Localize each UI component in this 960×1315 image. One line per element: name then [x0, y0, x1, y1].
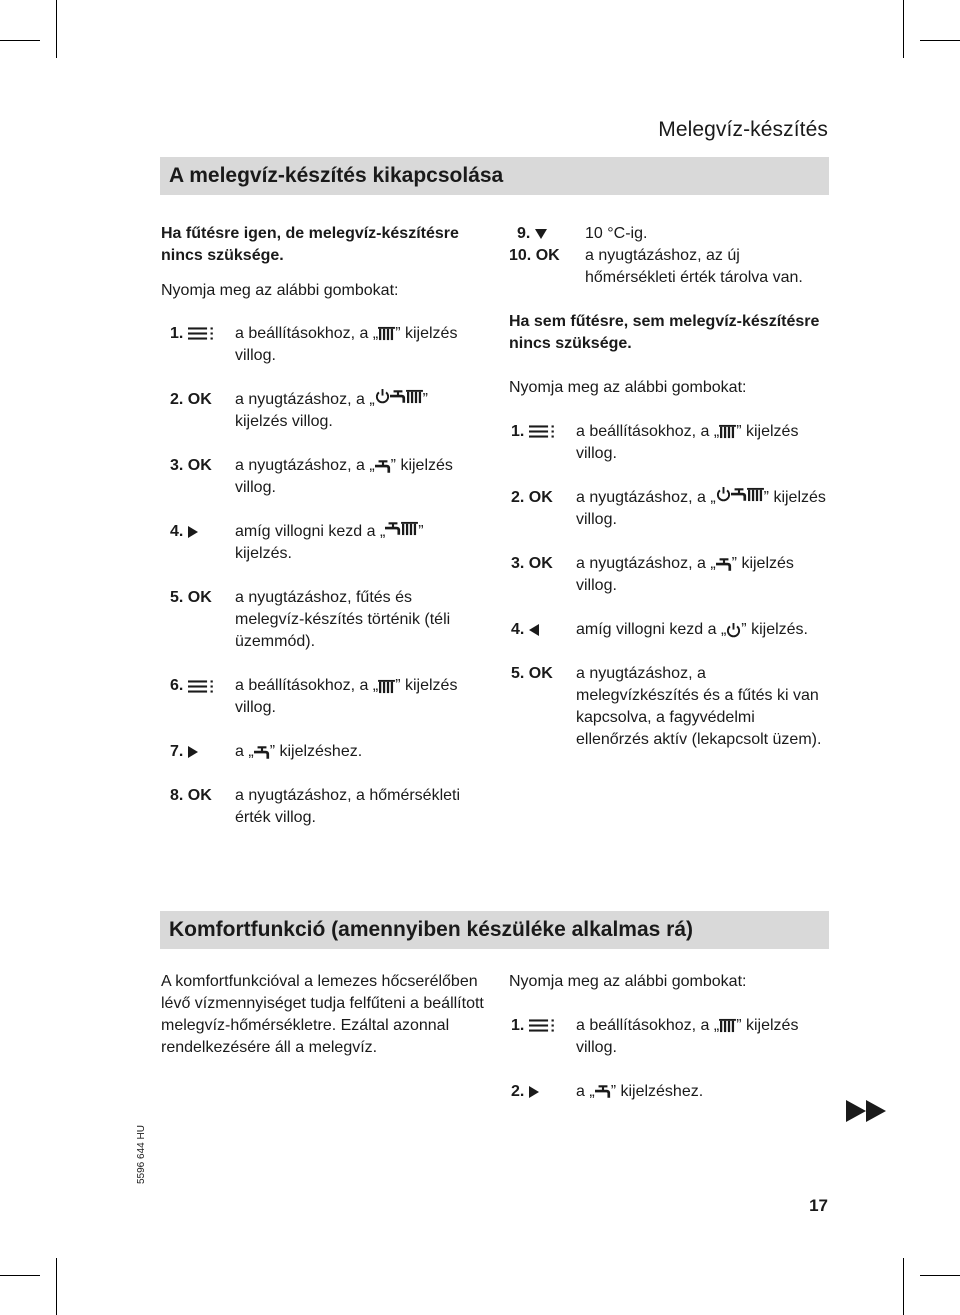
comfort-description: A komfortfunkcióval a lemezes hőcserélőben lévő vízmennyiséget tudja felfűteni a beállított melegvíz-hőmérsékletre. Ezáltal azonnal rendelkezésére áll a melegvíz. — [161, 973, 484, 1056]
radiator-icon — [719, 424, 736, 439]
step: 3. OK a nyugtázáshoz, a „ ” kijelzés villog. — [511, 555, 794, 595]
step: 5. OK a nyugtázáshoz, fűtés és melegvíz-készítés történik (téli üzemmód). — [170, 589, 451, 651]
radiator-icon — [378, 679, 395, 694]
section2-right-column — [509, 971, 831, 1103]
press-instruction: Nyomja meg az alábbi gombokat: — [161, 282, 399, 299]
step: 1. a beállításokhoz, a „ ” kijelzés villog. — [511, 1017, 799, 1056]
tap-icon — [254, 745, 270, 760]
arrow-right-icon — [188, 746, 198, 758]
press-instruction: Nyomja meg az alábbi gombokat: — [509, 379, 747, 396]
step: 5. OK a nyugtázáshoz, a melegvízkészítés és a fűtés ki van kapcsolva, a fagyvédelmi ellenőrzés aktív (lekapcsolt üzem). — [511, 665, 822, 749]
crop-mark — [920, 40, 960, 41]
menu-icon — [188, 680, 214, 693]
menu-icon — [529, 425, 555, 438]
step: 2. a „ ” kijelzéshez. — [511, 1083, 704, 1100]
section1-left-column — [161, 223, 481, 829]
tap-radiator-icon — [385, 521, 418, 543]
tap-icon — [375, 459, 391, 474]
arrow-down-icon — [535, 229, 547, 239]
tap-icon — [716, 557, 732, 572]
intro-no-heating: Ha sem fűtésre, sem melegvíz-készítésre nincs szüksége. — [509, 313, 820, 352]
tap-icon — [595, 1084, 611, 1099]
page-number: 17 — [809, 1196, 828, 1215]
standby-tap-radiator-icon — [375, 389, 423, 411]
arrow-left-icon — [529, 624, 539, 636]
section-heading-disable-hot-water: A melegvíz-készítés kikapcsolása — [160, 157, 829, 195]
step: 2. OK a nyugtázáshoz, a „ ” kijelzés villog. — [170, 391, 428, 431]
intro-heating-only: Ha fűtésre igen, de melegvíz-készítésre nincs szüksége. — [161, 225, 459, 264]
crop-mark — [0, 40, 40, 41]
running-header: Melegvíz-készítés — [658, 118, 828, 141]
step: 9. 10 °C-ig. — [517, 225, 648, 242]
standby-icon — [726, 623, 741, 638]
crop-mark — [56, 1258, 57, 1315]
step: 10. OK a nyugtázáshoz, az új hőmérsékleti érték tárolva van. — [509, 247, 803, 286]
menu-icon — [188, 327, 214, 340]
menu-icon — [529, 1019, 555, 1032]
step: 4. amíg villogni kezd a „ ” kijelzés. — [170, 523, 424, 563]
arrow-right-icon — [529, 1086, 539, 1098]
document-code: 5596 644 HU — [136, 1125, 147, 1184]
step: 2. OK a nyugtázáshoz, a „ ” kijelzés villog. — [511, 489, 826, 529]
step: 4. amíg villogni kezd a „ ” kijelzés. — [511, 621, 808, 639]
crop-mark — [920, 1275, 960, 1276]
step: 1. a beállításokhoz, a „ ” kijelzés villog. — [511, 423, 799, 462]
step: 3. OK a nyugtázáshoz, a „ ” kijelzés villog. — [170, 457, 453, 497]
section-heading-comfort-function: Komfortfunkció (amennyiben készüléke alkalmas rá) — [160, 911, 829, 949]
crop-mark — [903, 0, 904, 58]
section2-left-column — [161, 971, 486, 1059]
radiator-icon — [719, 1018, 736, 1033]
radiator-icon — [378, 326, 395, 341]
crop-mark — [0, 1275, 40, 1276]
section1-right-column — [509, 223, 831, 751]
step: 8. OK a nyugtázáshoz, a hőmérsékleti érték villog. — [170, 787, 461, 827]
step: 7. a „ ” kijelzéshez. — [170, 743, 363, 761]
crop-mark — [903, 1258, 904, 1315]
arrow-right-icon — [188, 526, 198, 538]
double-arrow-icon — [846, 1100, 888, 1122]
standby-tap-radiator-icon — [716, 487, 764, 509]
press-instruction: Nyomja meg az alábbi gombokat: — [509, 973, 747, 990]
crop-mark — [56, 0, 57, 58]
step: 6. a beállításokhoz, a „ ” kijelzés villog. — [170, 677, 458, 717]
step: 1. a beállításokhoz, a „ ” kijelzés villog. — [170, 325, 458, 364]
